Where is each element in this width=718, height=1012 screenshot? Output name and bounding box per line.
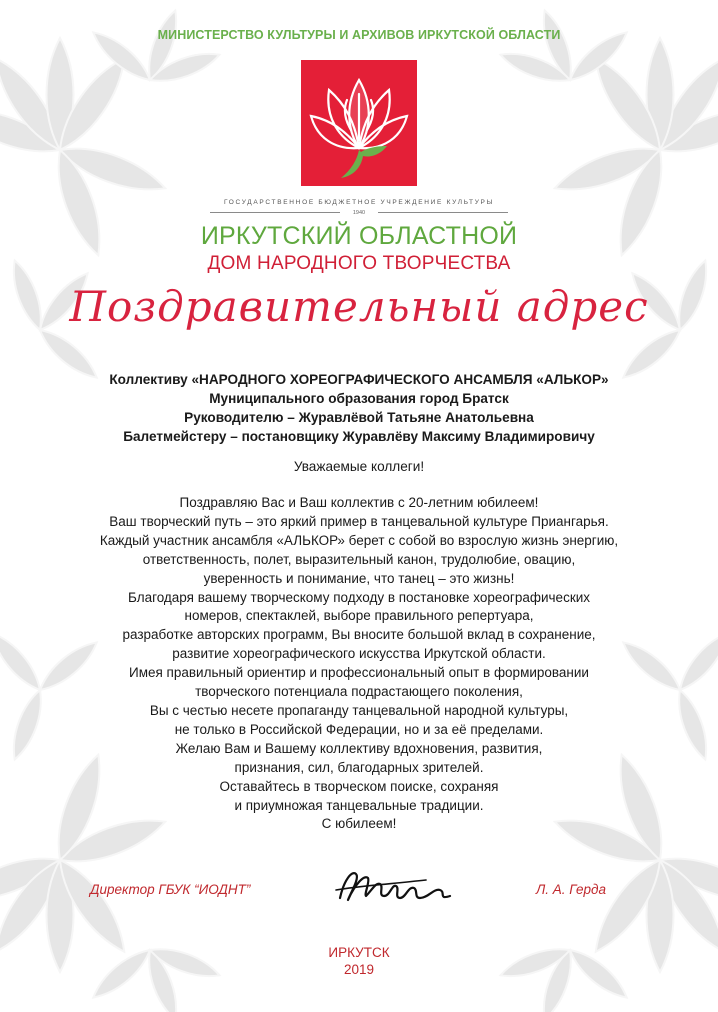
body-line: творческого потенциала подрастающего поколения, [195,684,523,700]
footer-year: 2019 [343,962,375,977]
body-line: не только в Российской Федерации, но и за её пределами. [174,721,544,737]
addressee-line: Коллективу «НАРОДНОГО ХОРЕОГРАФИЧЕСКОГО АНСАМБЛЯ «АЛЬКОР» [109,372,609,387]
organization-name-line2: ДОМ НАРОДНОГО ТВОРЧЕСТВА [207,253,511,274]
addressee-line: Балетмейстеру – постановщику Журавлёву Максиму Владимировичу [123,429,595,444]
addressee-block [0,370,718,446]
signatory-name: Л. А. Герда [536,882,606,897]
body-line: развитие хореографического искусства Иркутской области. [172,646,546,662]
body-line: С юбилеем! [321,816,397,832]
addressee-line: Муниципального образования город Братск [209,391,509,406]
body-line: признания, сил, благодарных зрителей. [234,759,484,775]
ministry-name: МИНИСТЕРСТВО КУЛЬТУРЫ И АРХИВОВ ИРКУТСКОЙ ОБЛАСТИ [157,28,561,42]
signatory-position: Директор ГБУК “ИОДНТ” [90,882,251,897]
body-line: Желаю Вам и Вашему коллективу вдохновения, развития, [175,740,543,756]
body-text [0,494,718,834]
body-line: Ваш творческий путь – это яркий пример в танцевальной культуре Приангарья. [109,513,609,529]
body-line: уверенность и понимание, что танец – это жизнь! [203,570,515,586]
document-title: Поздравительный адрес [69,282,649,331]
greeting: Уважаемые коллеги! [293,459,425,474]
addressee-line: Руководителю – Журавлёвой Татьяне Анатольевна [184,410,534,425]
body-line: Имея правильный ориентир и профессиональный опыт в формировании [129,665,589,681]
logo [301,60,417,186]
footer-city: ИРКУТСК [328,945,390,960]
organization-year: 1940 [352,210,366,216]
body-line: Оставайтесь в творческом поиске, сохраняя [219,778,499,794]
handwritten-signature [330,860,460,910]
body-line: Благодаря вашему творческому подходу в постановке хореографических [127,589,591,605]
body-line: Вы с честью несете пропаганду танцевальной народной культуры, [149,702,569,718]
lily-flower-icon [301,60,417,186]
body-line: номеров, спектаклей, выборе правильного репертуара, [184,608,534,624]
body-line: Поздравляю Вас и Ваш коллектив с 20-летним юбилеем! [179,495,539,510]
body-line: разработке авторских программ, Вы вносите большой вклад в сохранение, [122,627,596,643]
body-line: ответственность, полет, выразительный канон, трудолюбие, овацию, [142,551,576,567]
body-line: и приумножая танцевальные традиции. [234,797,484,813]
organization-subtitle: ГОСУДАРСТВЕННОЕ БЮДЖЕТНОЕ УЧРЕЖДЕНИЕ КУЛЬТУРЫ [223,199,495,206]
organization-name-line1: ИРКУТСКИЙ ОБЛАСТНОЙ [200,222,518,250]
body-line: Каждый участник ансамбля «АЛЬКОР» берет с собой во взрослую жизнь энергию, [99,532,619,548]
